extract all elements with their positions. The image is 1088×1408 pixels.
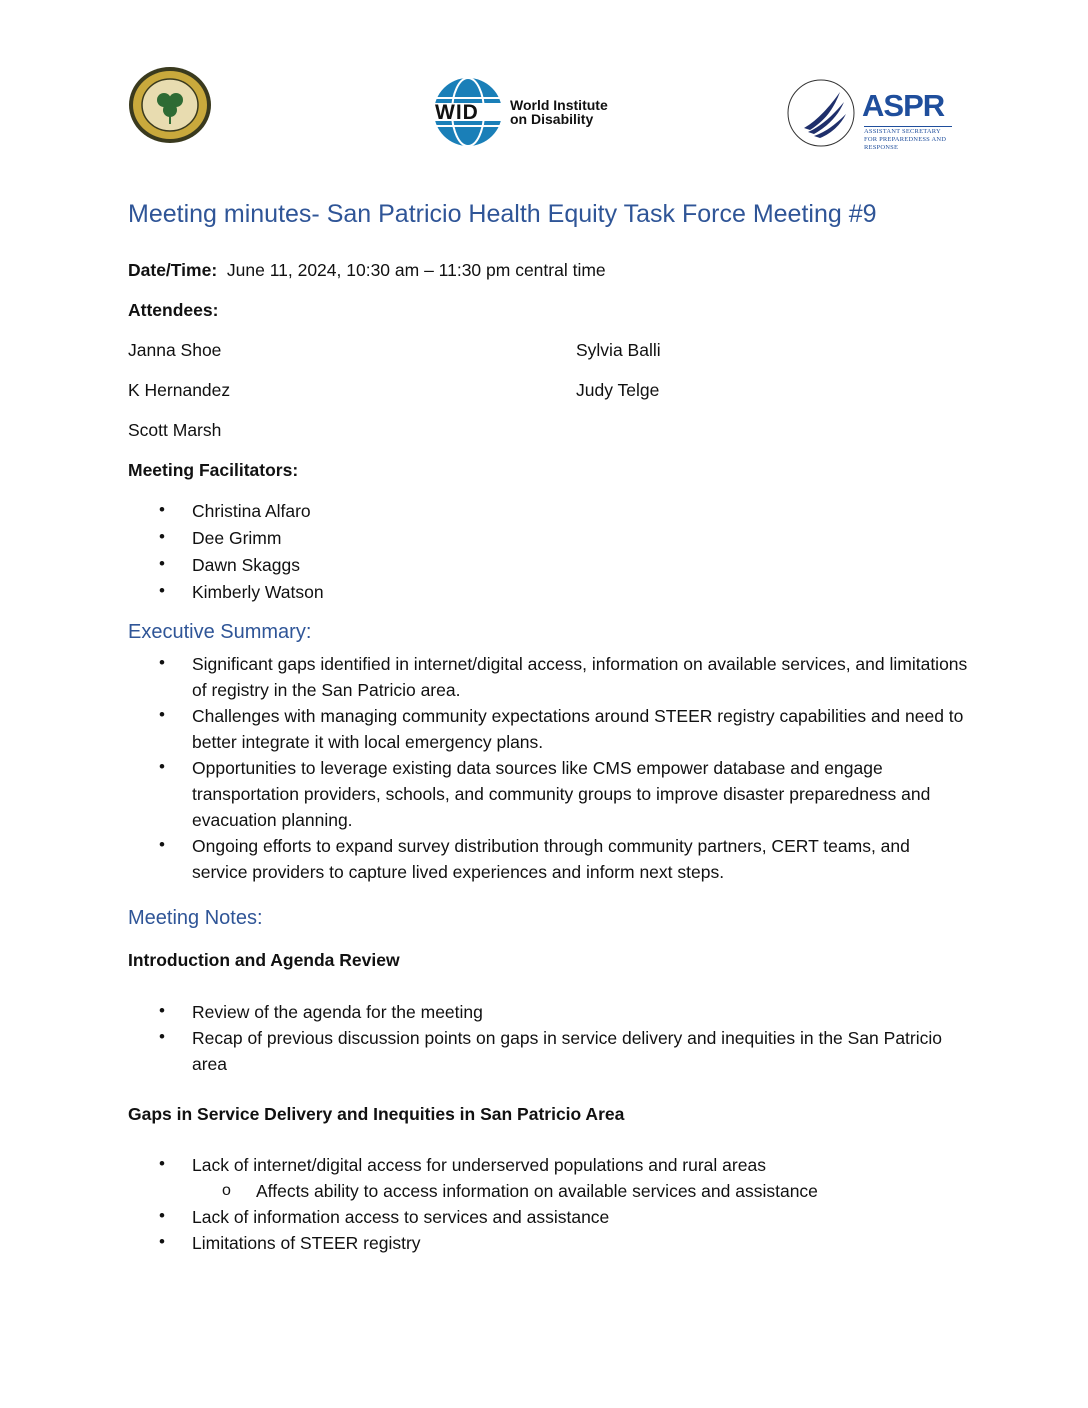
datetime-value: June 11, 2024, 10:30 am – 11:30 pm central time bbox=[226, 260, 606, 280]
san-patricio-county-seal bbox=[128, 66, 212, 144]
bullet: • bbox=[159, 1232, 165, 1251]
bullet: • bbox=[159, 757, 165, 776]
wid-name-line1: World Institute bbox=[510, 97, 608, 113]
facilitator-name: Christina Alfaro bbox=[192, 501, 311, 521]
bullet: • bbox=[159, 1206, 165, 1225]
facilitators-label: Meeting Facilitators: bbox=[128, 460, 299, 480]
attendee-name: Janna Shoe bbox=[128, 340, 222, 360]
executive-summary-heading: Executive Summary: bbox=[128, 621, 312, 643]
gaps-item: Limitations of STEER registry bbox=[192, 1233, 421, 1253]
wid-name bbox=[510, 98, 608, 126]
summary-item: Challenges with managing community expectations around STEER registry capabilities and need to better integrate it with local emergency plans. bbox=[192, 706, 964, 752]
bullet: • bbox=[159, 527, 165, 546]
gaps-item: Lack of information access to services and assistance bbox=[192, 1207, 610, 1227]
aspr-logo bbox=[784, 76, 954, 150]
gaps-subitem: Affects ability to access information on available services and assistance bbox=[256, 1181, 818, 1201]
gaps-item: Lack of internet/digital access for underserved populations and rural areas bbox=[192, 1155, 766, 1175]
bullet: • bbox=[159, 1027, 165, 1046]
aspr-wordmark: ASPR bbox=[862, 88, 945, 123]
intro-item: Recap of previous discussion points on gaps in service delivery and inequities in the San Patricio area bbox=[192, 1028, 943, 1074]
intro-item: Review of the agenda for the meeting bbox=[192, 1002, 483, 1022]
facilitator-name: Dee Grimm bbox=[192, 528, 282, 548]
gaps-heading: Gaps in Service Delivery and Inequities in San Patricio Area bbox=[128, 1104, 625, 1124]
meeting-notes-heading: Meeting Notes: bbox=[128, 907, 263, 929]
wid-name-line2: on Disability bbox=[510, 111, 594, 127]
intro-heading: Introduction and Agenda Review bbox=[128, 950, 400, 970]
datetime-row bbox=[128, 260, 606, 281]
aspr-subtitle: ASSISTANT SECRETARY FOR PREPAREDNESS AND RESPONSE bbox=[864, 126, 952, 152]
datetime-label: Date/Time: bbox=[128, 260, 218, 280]
bullet: • bbox=[159, 835, 165, 854]
attendee-name: Judy Telge bbox=[576, 380, 660, 400]
bullet: • bbox=[159, 554, 165, 573]
summary-item: Significant gaps identified in internet/digital access, information on available services, and limitations of registry in the San Patricio area. bbox=[192, 654, 968, 700]
summary-item: Opportunities to leverage existing data sources like CMS empower database and engage transportation providers, schools, and community groups to improve disaster preparedness and evacuation planning. bbox=[192, 758, 931, 830]
bullet: • bbox=[159, 500, 165, 519]
page-title: Meeting minutes- San Patricio Health Equity Task Force Meeting #9 bbox=[128, 200, 877, 228]
bullet: • bbox=[159, 581, 165, 600]
attendee-name: Sylvia Balli bbox=[576, 340, 661, 360]
sub-bullet: o bbox=[222, 1182, 231, 1199]
wid-logo bbox=[432, 76, 632, 150]
attendee-name: Scott Marsh bbox=[128, 420, 222, 440]
attendee-name: K Hernandez bbox=[128, 380, 231, 400]
facilitator-name: Kimberly Watson bbox=[192, 582, 324, 602]
bullet: • bbox=[159, 1154, 165, 1173]
wid-mark: WID bbox=[435, 101, 479, 124]
summary-item: Ongoing efforts to expand survey distribution through community partners, CERT teams, and service providers to capture lived experiences and inform next steps. bbox=[192, 836, 910, 882]
bullet: • bbox=[159, 1001, 165, 1020]
bullet: • bbox=[159, 653, 165, 672]
facilitator-name: Dawn Skaggs bbox=[192, 555, 300, 575]
bullet: • bbox=[159, 705, 165, 724]
attendees-label: Attendees: bbox=[128, 300, 219, 320]
